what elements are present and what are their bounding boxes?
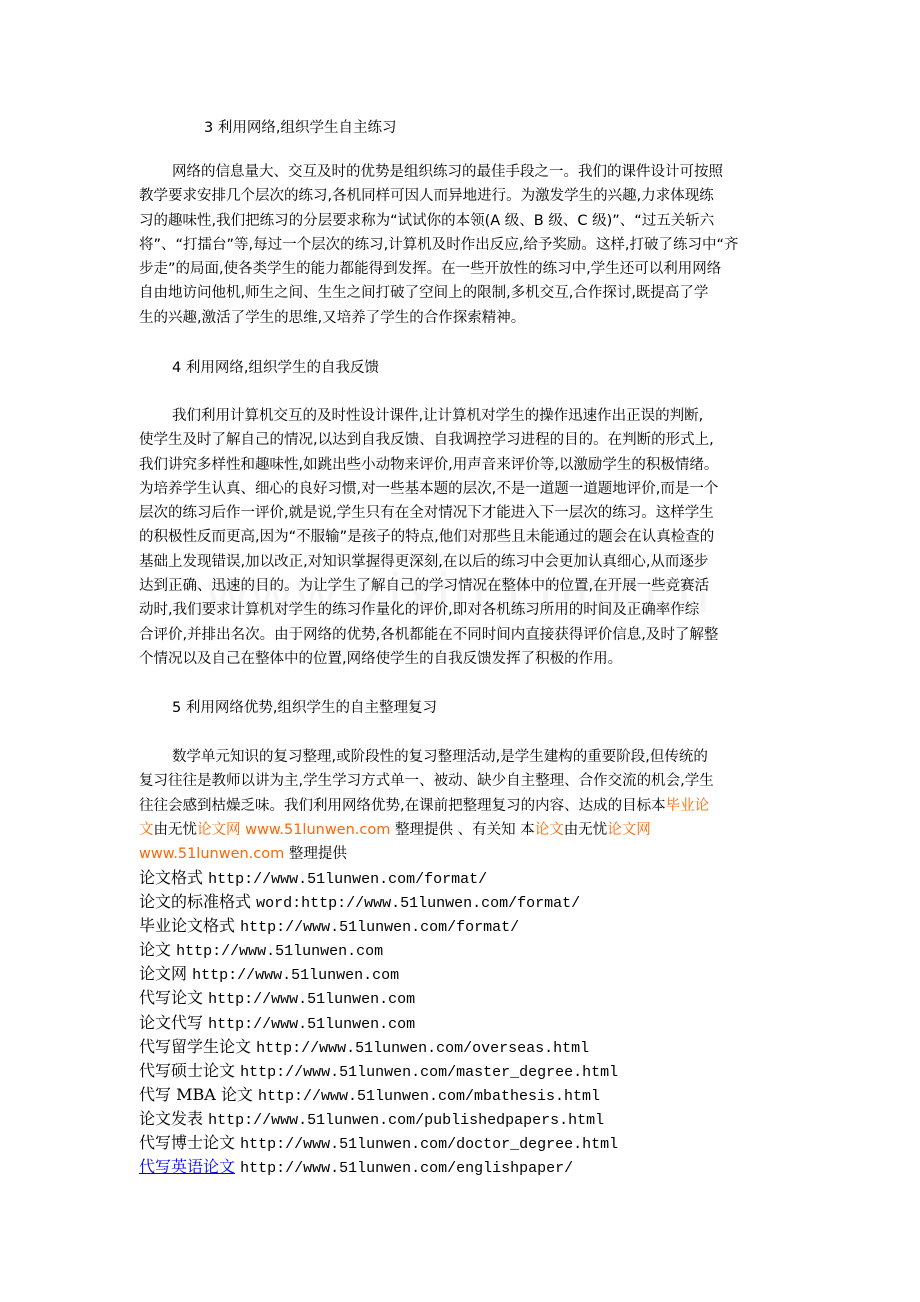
section-4-heading: 4 利用网络,组织学生的自我反馈 bbox=[172, 360, 379, 376]
promo-link[interactable]: www.51lunwen.com bbox=[139, 846, 285, 863]
text-line: 习的趣味性,我们把练习的分层要求称为“试试你的本领(A 级、B 级、C 级)”、“过五关斩六 bbox=[139, 212, 715, 229]
link-label: 代写硕士论文 bbox=[139, 1060, 236, 1080]
section-5-heading: 5 利用网络优势,组织学生的自主整理复习 bbox=[172, 700, 437, 716]
text-run: 整理提供 、有关知 本 bbox=[390, 821, 535, 838]
link-label: 代写 MBA 论文 bbox=[139, 1084, 253, 1104]
link-url: word:http://www.51lunwen.com/format/ bbox=[256, 895, 581, 913]
link-label: 论文网 bbox=[139, 964, 188, 984]
link-label: 论文发表 bbox=[139, 1108, 204, 1128]
link-row bbox=[139, 962, 799, 986]
text-line: 生的兴趣,激活了学生的思维,又培养了学生的合作探索精神。 bbox=[139, 309, 526, 326]
text-line bbox=[139, 794, 779, 818]
section-4-paragraph bbox=[139, 404, 779, 671]
promo-link[interactable]: 毕业论 bbox=[665, 797, 710, 814]
link-row bbox=[139, 986, 799, 1010]
link-url: http://www.51lunwen.com/englishpaper/ bbox=[240, 1160, 574, 1178]
promo-link[interactable]: 论文网 www.51lunwen.com bbox=[197, 821, 391, 838]
link-label: 论文代写 bbox=[139, 1012, 204, 1032]
text-run: 往往会感到枯燥乏味。我们利用网络优势,在课前把整理复习的内容、达成的目标本 bbox=[139, 797, 666, 814]
link-url: http://www.51lunwen.com/mbathesis.html bbox=[257, 1087, 601, 1105]
text-line: 自由地访问他机,师生之间、生生之间打破了空间上的限制,多机交互,合作探讨,既提高了学 bbox=[139, 285, 709, 302]
promo-link[interactable]: 文 bbox=[139, 821, 154, 838]
text-run: 整理提供 bbox=[284, 846, 347, 863]
text-line bbox=[139, 842, 779, 866]
link-row bbox=[139, 1131, 799, 1155]
link-row bbox=[139, 1083, 799, 1107]
text-line: 层次的练习后作一评价,就是说,学生只有在全对情况下才能进入下一层次的练习。这样学生 bbox=[139, 505, 714, 522]
link-url: http://www.51lunwen.com bbox=[208, 1015, 416, 1033]
link-row bbox=[139, 1059, 799, 1083]
text-line: 基础上发现错误,加以改正,对知识掌握得更深刻,在以后的练习中会更加认真细心,从而逐步 bbox=[139, 553, 709, 570]
link-label: 论文的标准格式 bbox=[139, 892, 252, 912]
link-url: http://www.51lunwen.com/doctor_degree.html bbox=[240, 1136, 619, 1154]
text-line: 的积极性反而更高,因为“不服输”是孩子的特点,他们对那些且未能通过的题会在认真检查的 bbox=[139, 529, 715, 546]
text-line: 动时,我们要求计算机对学生的练习作量化的评价,即对各机练习所用的时间及正确率作综 bbox=[139, 602, 700, 619]
text-line: 复习往往是教师以讲为主,学生学习方式单一、被动、缺少自主整理、合作交流的机会,学生 bbox=[139, 773, 714, 790]
section-3-paragraph bbox=[139, 160, 779, 330]
text-line: 步走”的局面,使各类学生的能力都能得到发挥。在一些开放性的练习中,学生还可以利用网络 bbox=[139, 261, 722, 278]
text-line: 合评价,并排出名次。由于网络的优势,各机都能在不同时间内直接获得评价信息,及时了解整 bbox=[139, 626, 719, 643]
text-line: 将”、“打擂台”等,每过一个层次的练习,计算机及时作出反应,给予奖励。这样,打破了练习中“齐 bbox=[139, 236, 739, 253]
link-url: http://www.51lunwen.com/master_degree.html bbox=[240, 1063, 619, 1081]
link-row bbox=[139, 1011, 799, 1035]
text-line: 我们利用计算机交互的及时性设计课件,让计算机对学生的操作迅速作出正误的判断, bbox=[172, 408, 704, 424]
link-label: 代写留学生论文 bbox=[139, 1036, 252, 1056]
link-row bbox=[139, 890, 799, 914]
text-line bbox=[139, 818, 779, 842]
text-run: 由无忧 bbox=[153, 821, 197, 838]
link-url: http://www.51lunwen.com bbox=[208, 991, 416, 1009]
text-line: 数学单元知识的复习整理,或阶段性的复习整理活动,是学生建构的重要阶段,但传统的 bbox=[172, 749, 708, 765]
text-line: 个情况以及自己在整体中的位置,网络使学生的自我反馈发挥了积极的作用。 bbox=[139, 650, 623, 667]
link-url: http://www.51lunwen.com bbox=[192, 967, 400, 985]
link-row bbox=[139, 938, 799, 962]
link-url: http://www.51lunwen.com/publishedpapers.html bbox=[208, 1111, 605, 1129]
section-5-paragraph bbox=[139, 745, 779, 866]
text-line: 使学生及时了解自己的情况,以达到自我反馈、自我调控学习进程的目的。在判断的形式上, bbox=[139, 432, 714, 449]
link-label: 论文格式 bbox=[139, 868, 204, 887]
link-row bbox=[139, 866, 799, 890]
link-label: 代写博士论文 bbox=[139, 1133, 236, 1153]
text-line: 为培养学生认真、细心的良好习惯,对一些基本题的层次,不是一道题一道题地评价,而是一个 bbox=[139, 480, 719, 497]
section-3-heading: 3 利用网络,组织学生自主练习 bbox=[204, 120, 397, 136]
link-list bbox=[139, 866, 799, 1179]
link-url: http://www.51lunwen.com/format/ bbox=[240, 919, 520, 937]
text-line: 达到正确、迅速的目的。为让学生了解自己的学习情况在整体中的位置,在开展一些竞赛活 bbox=[139, 578, 710, 595]
link-label: 毕业论文格式 bbox=[139, 916, 236, 936]
link-url: http://www.51lunwen.com bbox=[176, 943, 384, 961]
link-url: http://www.51lunwen.com/format/ bbox=[208, 871, 488, 888]
text-line: 我们讲究多样性和趣味性,如跳出些小动物来评价,用声音来评价等,以激励学生的积极情绪。 bbox=[139, 456, 719, 473]
link-url: http://www.51lunwen.com/overseas.html bbox=[256, 1039, 590, 1057]
link-row bbox=[139, 1035, 799, 1059]
english-paper-link[interactable]: 代写英语论文 bbox=[139, 1157, 236, 1177]
link-label: 代写论文 bbox=[139, 988, 204, 1008]
link-row bbox=[139, 1107, 799, 1131]
link-row bbox=[139, 914, 799, 938]
link-row bbox=[139, 1155, 799, 1179]
text-line: 教学要求安排几个层次的练习,各机同样可因人而异地进行。为激发学生的兴趣,力求体现练 bbox=[139, 188, 714, 205]
promo-link[interactable]: 论文 bbox=[534, 821, 564, 838]
promo-link[interactable]: 论文网 bbox=[607, 821, 651, 838]
text-run: 由无忧 bbox=[563, 821, 608, 838]
link-label: 论文 bbox=[139, 940, 172, 960]
text-line: 网络的信息量大、交互及时的优势是组织练习的最佳手段之一。我们的课件设计可按照 bbox=[172, 164, 723, 180]
